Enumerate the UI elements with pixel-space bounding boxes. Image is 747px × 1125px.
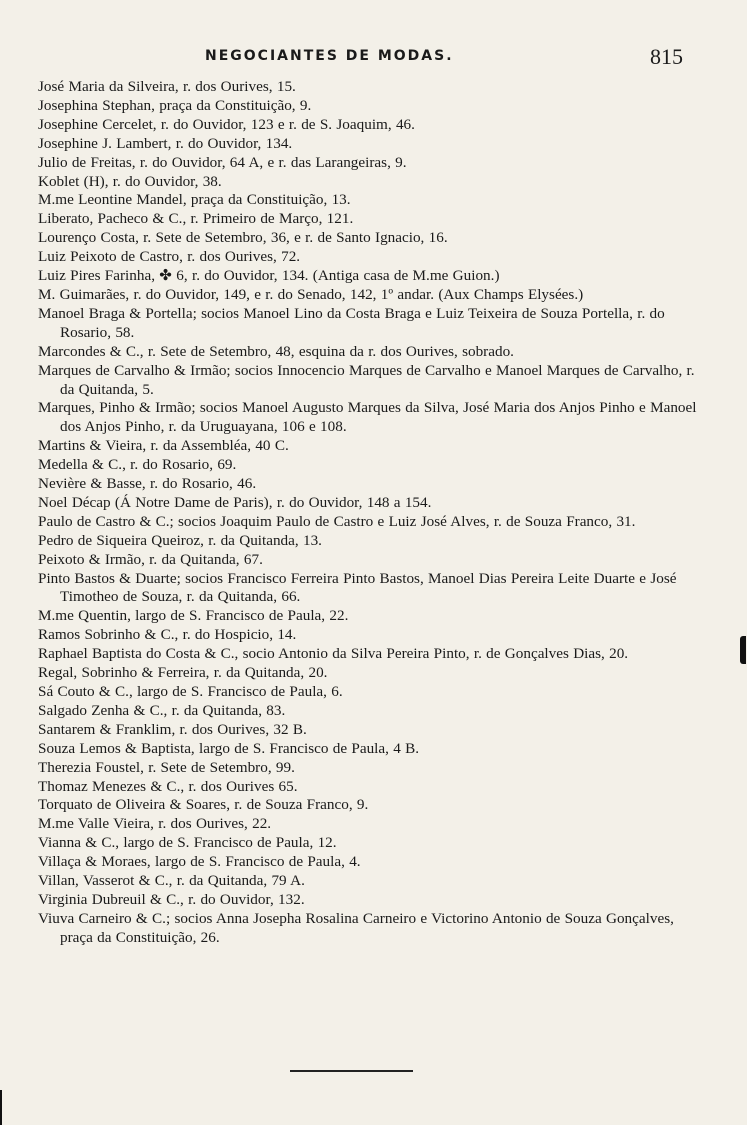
list-item: José Maria da Silveira, r. dos Ourives, 15. [38,78,296,95]
list-item: Marques de Carvalho & Irmão; socios Innocencio Marques de Carvalho e Manoel Marques de Carvalho, r. da Quitanda, 5. [38,361,695,398]
list-item: Marques, Pinho & Irmão; socios Manoel Augusto Marques da Silva, José Maria dos Anjos Pinho e Manoel dos Anjos Pinho, r. da Uruguayana, 106 e 108. [38,399,697,436]
page-number: 815 [650,44,683,69]
list-item: Lourenço Costa, r. Sete de Setembro, 36, e r. de Santo Ignacio, 16. [38,229,448,247]
closing-rule [290,1070,413,1072]
list-item: Pinto Bastos & Duarte; socios Francisco Ferreira Pinto Bastos, Manoel Dias Pereira Leite Duarte e José Timotheo de Souza, r. da Quitanda, 66. [38,569,677,606]
list-item: Manoel Braga & Portella; socios Manoel Lino da Costa Braga e Luiz Teixeira de Souza Portella, r. do Rosario, 58. [38,304,665,341]
list-item: Koblet (H), r. do Ouvidor, 38. [38,172,222,190]
list-item: Souza Lemos & Baptista, largo de S. Francisco de Paula, 4 B. [38,739,420,757]
scan-edge-mark [0,1090,2,1125]
list-item: Josephina Stephan, praça da Constituição, 9. [38,96,312,114]
list-item: Josephine Cercelet, r. do Ouvidor, 123 e r. de S. Joaquim, 46. [38,115,415,133]
list-item: Sá Couto & C., largo de S. Francisco de Paula, 6. [38,683,343,700]
list-item: Nevière & Basse, r. do Rosario, 46. [38,475,257,493]
list-item: Thomaz Menezes & C., r. dos Ourives 65. [38,777,298,795]
merchant-list [38,78,710,948]
list-item: Villan, Vasserot & C., r. da Quitanda, 79 A. [38,872,305,890]
list-item: Julio de Freitas, r. do Ouvidor, 64 A, e r. das Larangeiras, 9. [38,153,407,171]
list-item: Villaça & Moraes, largo de S. Francisco de Paula, 4. [38,853,361,871]
list-item: M.me Quentin, largo de S. Francisco de Paula, 22. [38,607,349,625]
list-item: Noel Décap (Á Notre Dame de Paris), r. do Ouvidor, 148 a 154. [38,493,432,511]
page-header [0,44,747,74]
list-item: Santarem & Franklim, r. dos Ourives, 32 B. [38,720,307,738]
list-item: M. Guimarães, r. do Ouvidor, 149, e r. do Senado, 142, 1º andar. (Aux Champs Elysées.) [38,285,584,303]
list-item: M.me Leontine Mandel, praça da Constituição, 13. [38,191,351,209]
list-item: Marcondes & C., r. Sete de Setembro, 48, esquina da r. dos Ourives, sobrado. [38,342,514,360]
list-item: Paulo de Castro & C.; socios Joaquim Paulo de Castro e Luiz José Alves, r. de Souza Franco, 31. [38,512,636,530]
list-item: Regal, Sobrinho & Ferreira, r. da Quitanda, 20. [38,664,328,682]
list-item: Luiz Peixoto de Castro, r. dos Ourives, 72. [38,248,301,266]
list-item: Josephine J. Lambert, r. do Ouvidor, 134. [38,134,293,152]
list-item: Therezia Foustel, r. Sete de Setembro, 99. [38,758,295,776]
list-item: Raphael Baptista do Costa & C., socio Antonio da Silva Pereira Pinto, r. de Gonçalves Dias, 20. [38,645,629,663]
list-item: Salgado Zenha & C., r. da Quitanda, 83. [38,701,286,719]
list-item: Medella & C., r. do Rosario, 69. [38,456,237,474]
list-item: Torquato de Oliveira & Soares, r. de Souza Franco, 9. [38,796,369,814]
list-item: Viuva Carneiro & C.; socios Anna Josepha Rosalina Carneiro e Victorino Antonio de Souza Gonçalves, praça da Constituição, 26. [38,909,674,946]
scan-edge-mark [740,636,746,664]
list-item: Vianna & C., largo de S. Francisco de Paula, 12. [38,834,337,852]
list-item: Martins & Vieira, r. da Assembléa, 40 C. [38,437,289,455]
running-title: NEGOCIANTES DE MODAS. [205,48,454,64]
list-item: Ramos Sobrinho & C., r. do Hospicio, 14. [38,626,297,644]
list-item: Virginia Dubreuil & C., r. do Ouvidor, 132. [38,890,305,908]
list-item: Luiz Pires Farinha, ✤ 6, r. do Ouvidor, 134. (Antiga casa de M.me Guion.) [38,267,500,285]
list-item: Peixoto & Irmão, r. da Quitanda, 67. [38,550,263,568]
list-item: Pedro de Siqueira Queiroz, r. da Quitanda, 13. [38,531,322,549]
list-item: M.me Valle Vieira, r. dos Ourives, 22. [38,815,272,833]
list-item: Liberato, Pacheco & C., r. Primeiro de Março, 121. [38,210,354,228]
